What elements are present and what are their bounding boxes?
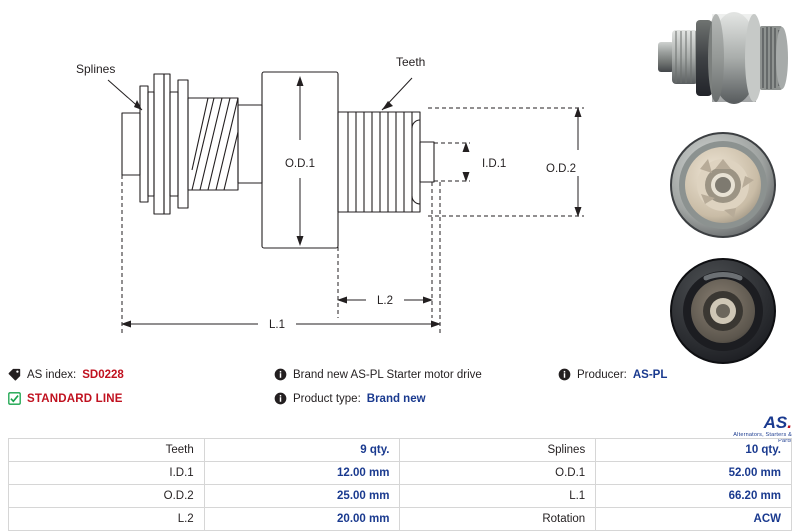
standard-line-label: STANDARD LINE: [27, 392, 123, 405]
producer: [558, 368, 667, 381]
dim-l1: L.1: [269, 319, 285, 331]
product-type: [274, 392, 426, 405]
product-photo-front[interactable]: [650, 124, 796, 246]
product-type-label: Product type:: [293, 392, 361, 405]
spec-value: 12.00 mm: [204, 462, 400, 485]
logo-text: AS: [763, 413, 788, 432]
table-row: [9, 439, 792, 462]
logo-mark: [722, 414, 792, 431]
spec-value: 25.00 mm: [204, 485, 400, 508]
spec-key: L.2: [9, 508, 205, 531]
producer-label: Producer:: [577, 368, 627, 381]
table-row: [9, 485, 792, 508]
spec-key: L.1: [400, 485, 596, 508]
logo-dot: .: [787, 413, 792, 432]
spec-value: 52.00 mm: [596, 462, 792, 485]
description-text: Brand new AS-PL Starter motor drive: [293, 368, 482, 381]
logo-subtitle: Alternators, Starters & Parts: [733, 432, 792, 444]
spec-value: 10 qty.: [596, 439, 792, 462]
info-icon: [558, 368, 571, 381]
info-block: [8, 368, 792, 428]
label-teeth: Teeth: [396, 55, 426, 69]
spec-value: 9 qty.: [204, 439, 400, 462]
check-icon: [8, 392, 21, 405]
dim-id1: I.D.1: [482, 158, 507, 170]
producer-value: AS-PL: [632, 368, 668, 381]
spec-value: 20.00 mm: [204, 508, 400, 531]
product-photos: [650, 2, 796, 374]
specifications-table: [8, 438, 792, 531]
spec-value: 66.20 mm: [596, 485, 792, 508]
as-index-label: AS index:: [27, 368, 77, 381]
info-row-2: [8, 392, 792, 414]
spec-value: ACW: [596, 508, 792, 531]
product-type-value: Brand new: [366, 392, 426, 405]
dim-od1: O.D.1: [284, 158, 316, 170]
label-splines: Splines: [76, 62, 116, 76]
description: [274, 368, 482, 381]
as-index-value: SD0228: [82, 368, 124, 381]
info-icon: [274, 392, 287, 405]
standard-line-badge: [8, 392, 123, 405]
product-photo-side[interactable]: [650, 2, 796, 120]
info-row-1: [8, 368, 792, 390]
table-row: [9, 462, 792, 485]
tag-icon: [8, 368, 21, 381]
spec-key: Teeth: [9, 439, 205, 462]
spec-key: O.D.2: [9, 485, 205, 508]
as-index: [8, 368, 124, 381]
spec-key: I.D.1: [9, 462, 205, 485]
spec-key: Splines: [400, 439, 596, 462]
spec-key: O.D.1: [400, 462, 596, 485]
product-photo-rear[interactable]: [650, 250, 796, 372]
spec-key: Rotation: [400, 508, 596, 531]
info-icon: [274, 368, 287, 381]
dim-od2: O.D.2: [546, 163, 577, 175]
dim-l2: L.2: [377, 295, 393, 307]
table-row: [9, 508, 792, 531]
